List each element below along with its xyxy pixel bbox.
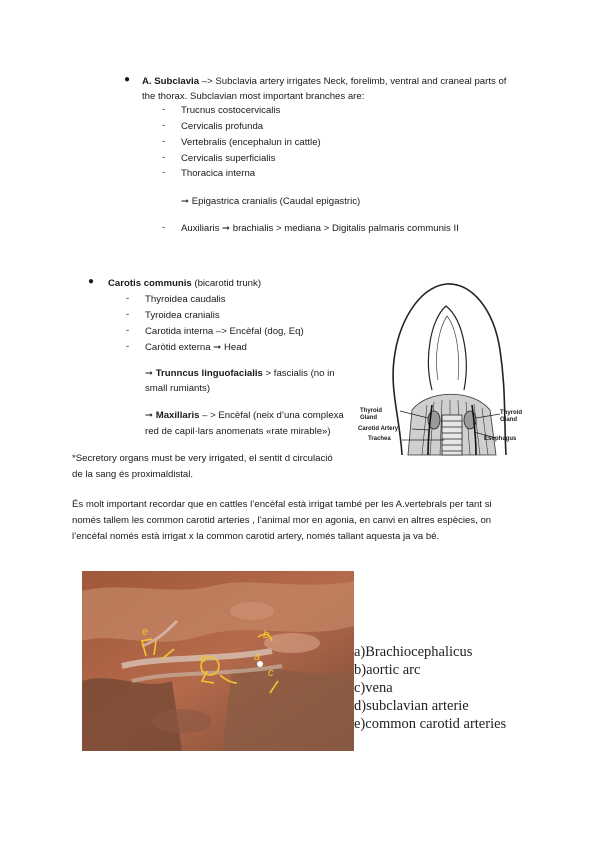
subclavia-intro-line2: the thorax. Subclavian most important branches are: — [142, 91, 365, 102]
linguofacialis-rest: > fascialis (no in — [262, 368, 335, 379]
auxiliaris-line: Auxiliaris ➞ brachialis > mediana > Digitalis palmaris communis II — [181, 223, 459, 234]
label-thyroid-right: Thyroid Gland — [500, 410, 522, 423]
dash: - — [126, 341, 130, 352]
subclavia-title: A. Subclavia — [142, 76, 200, 87]
legend-item-e: e)common carotid arteries — [354, 716, 507, 732]
label-esophagus: Esophagus — [484, 436, 517, 442]
carotis-title-suffix: (bicarotid trunk) — [191, 278, 262, 289]
subclavia-branch-4: Cervicalis superficialis — [181, 153, 276, 164]
dash: - — [162, 222, 166, 233]
carotis-branch-4: Caròtid externa ➞ Head — [145, 342, 247, 353]
dash: - — [126, 309, 130, 320]
photo-mark-a: a — [254, 651, 261, 663]
carotis-branch-1: Thyroidea caudalis — [145, 294, 226, 305]
note-line1: *Secretory organs must be very irrigated, el sentit d circulació — [72, 453, 333, 464]
label-thyroid-left: Thyroid Gland — [360, 408, 382, 421]
paragraph-line3: l’encèfal només està irrigat x la common carotid artery, només tallant aquesta ja va bé. — [72, 531, 440, 542]
subclavia-branch-1: Trucnus costocervicalis — [181, 105, 281, 116]
photo-mark-b: b — [263, 629, 270, 641]
dash: - — [162, 167, 166, 178]
thyroid-diagram — [358, 280, 534, 460]
carotis-title: Carotis communis — [108, 278, 192, 289]
dissection-photo-drawing — [82, 571, 354, 751]
subclavia-intro — [142, 75, 506, 88]
paragraph-line2: només tallem les common carotid arteries , l’animal mor en agonia, en canvi en altres espècies, on — [72, 515, 492, 526]
bullet-subclavia: ● — [124, 74, 131, 85]
arrow: ➞ — [145, 410, 156, 421]
maxillaris-rest: – > Encèfal (neix d’una complexa — [199, 410, 344, 421]
legend-item-d: d)subclavian arterie — [354, 698, 469, 714]
maxillaris-line — [145, 409, 344, 422]
linguofacialis-line — [145, 367, 335, 380]
photo-mark-e: e — [142, 626, 149, 638]
linguofacialis-term: Trunncus linguofacialis — [155, 368, 263, 379]
maxillaris-line2: red de capil·lars anomenats «rate mirable») — [145, 426, 331, 437]
legend-item-a: a)Brachiocephalicus — [354, 644, 473, 660]
maxillaris-term: Maxillaris — [155, 410, 200, 421]
arrow: ➞ — [145, 368, 156, 379]
paragraph-line1: És molt important recordar que en cattles l’encèfal està irrigat també per les A.vertebrals per tant si — [72, 499, 492, 510]
dash: - — [162, 104, 166, 115]
dash: - — [126, 293, 130, 304]
bullet-carotis: ● — [88, 276, 95, 287]
legend-item-c: c)vena — [354, 680, 393, 696]
subclavia-branch-3: Vertebralis (encephalun in cattle) — [181, 137, 321, 148]
photo-mark-c: c — [268, 667, 274, 679]
dash: - — [126, 325, 130, 336]
dash: - — [162, 120, 166, 131]
label-trachea: Trachea — [368, 436, 391, 442]
dash: - — [162, 136, 166, 147]
legend-item-b: b)aortic arc — [354, 662, 421, 678]
dash: - — [162, 152, 166, 163]
subclavia-intro-text: –> Subclavia artery irrigates Neck, forelimb, ventral and craneal parts of — [199, 76, 507, 87]
dissection-photo — [82, 571, 354, 751]
carotis-branch-3: Carotida interna –> Encèfal (dog, Eq) — [145, 326, 304, 337]
subclavia-branch-5: Thoracica interna — [181, 168, 256, 179]
note-line2: de la sang és proximaldistal. — [72, 469, 194, 480]
carotis-branch-2: Tyroidea cranialis — [145, 310, 220, 321]
linguofacialis-line2: small rumiants) — [145, 383, 211, 394]
thyroid-diagram-drawing — [372, 280, 534, 460]
label-carotid-artery: Carotid Artery — [358, 426, 399, 432]
epigastrica-sub-branch: ➞ Epigastrica cranialis (Caudal epigastric) — [181, 196, 361, 207]
subclavia-branch-2: Cervicalis profunda — [181, 121, 264, 132]
photo-legend — [354, 643, 506, 733]
carotis-heading — [108, 277, 261, 290]
photo-mark-d: d — [200, 653, 207, 665]
